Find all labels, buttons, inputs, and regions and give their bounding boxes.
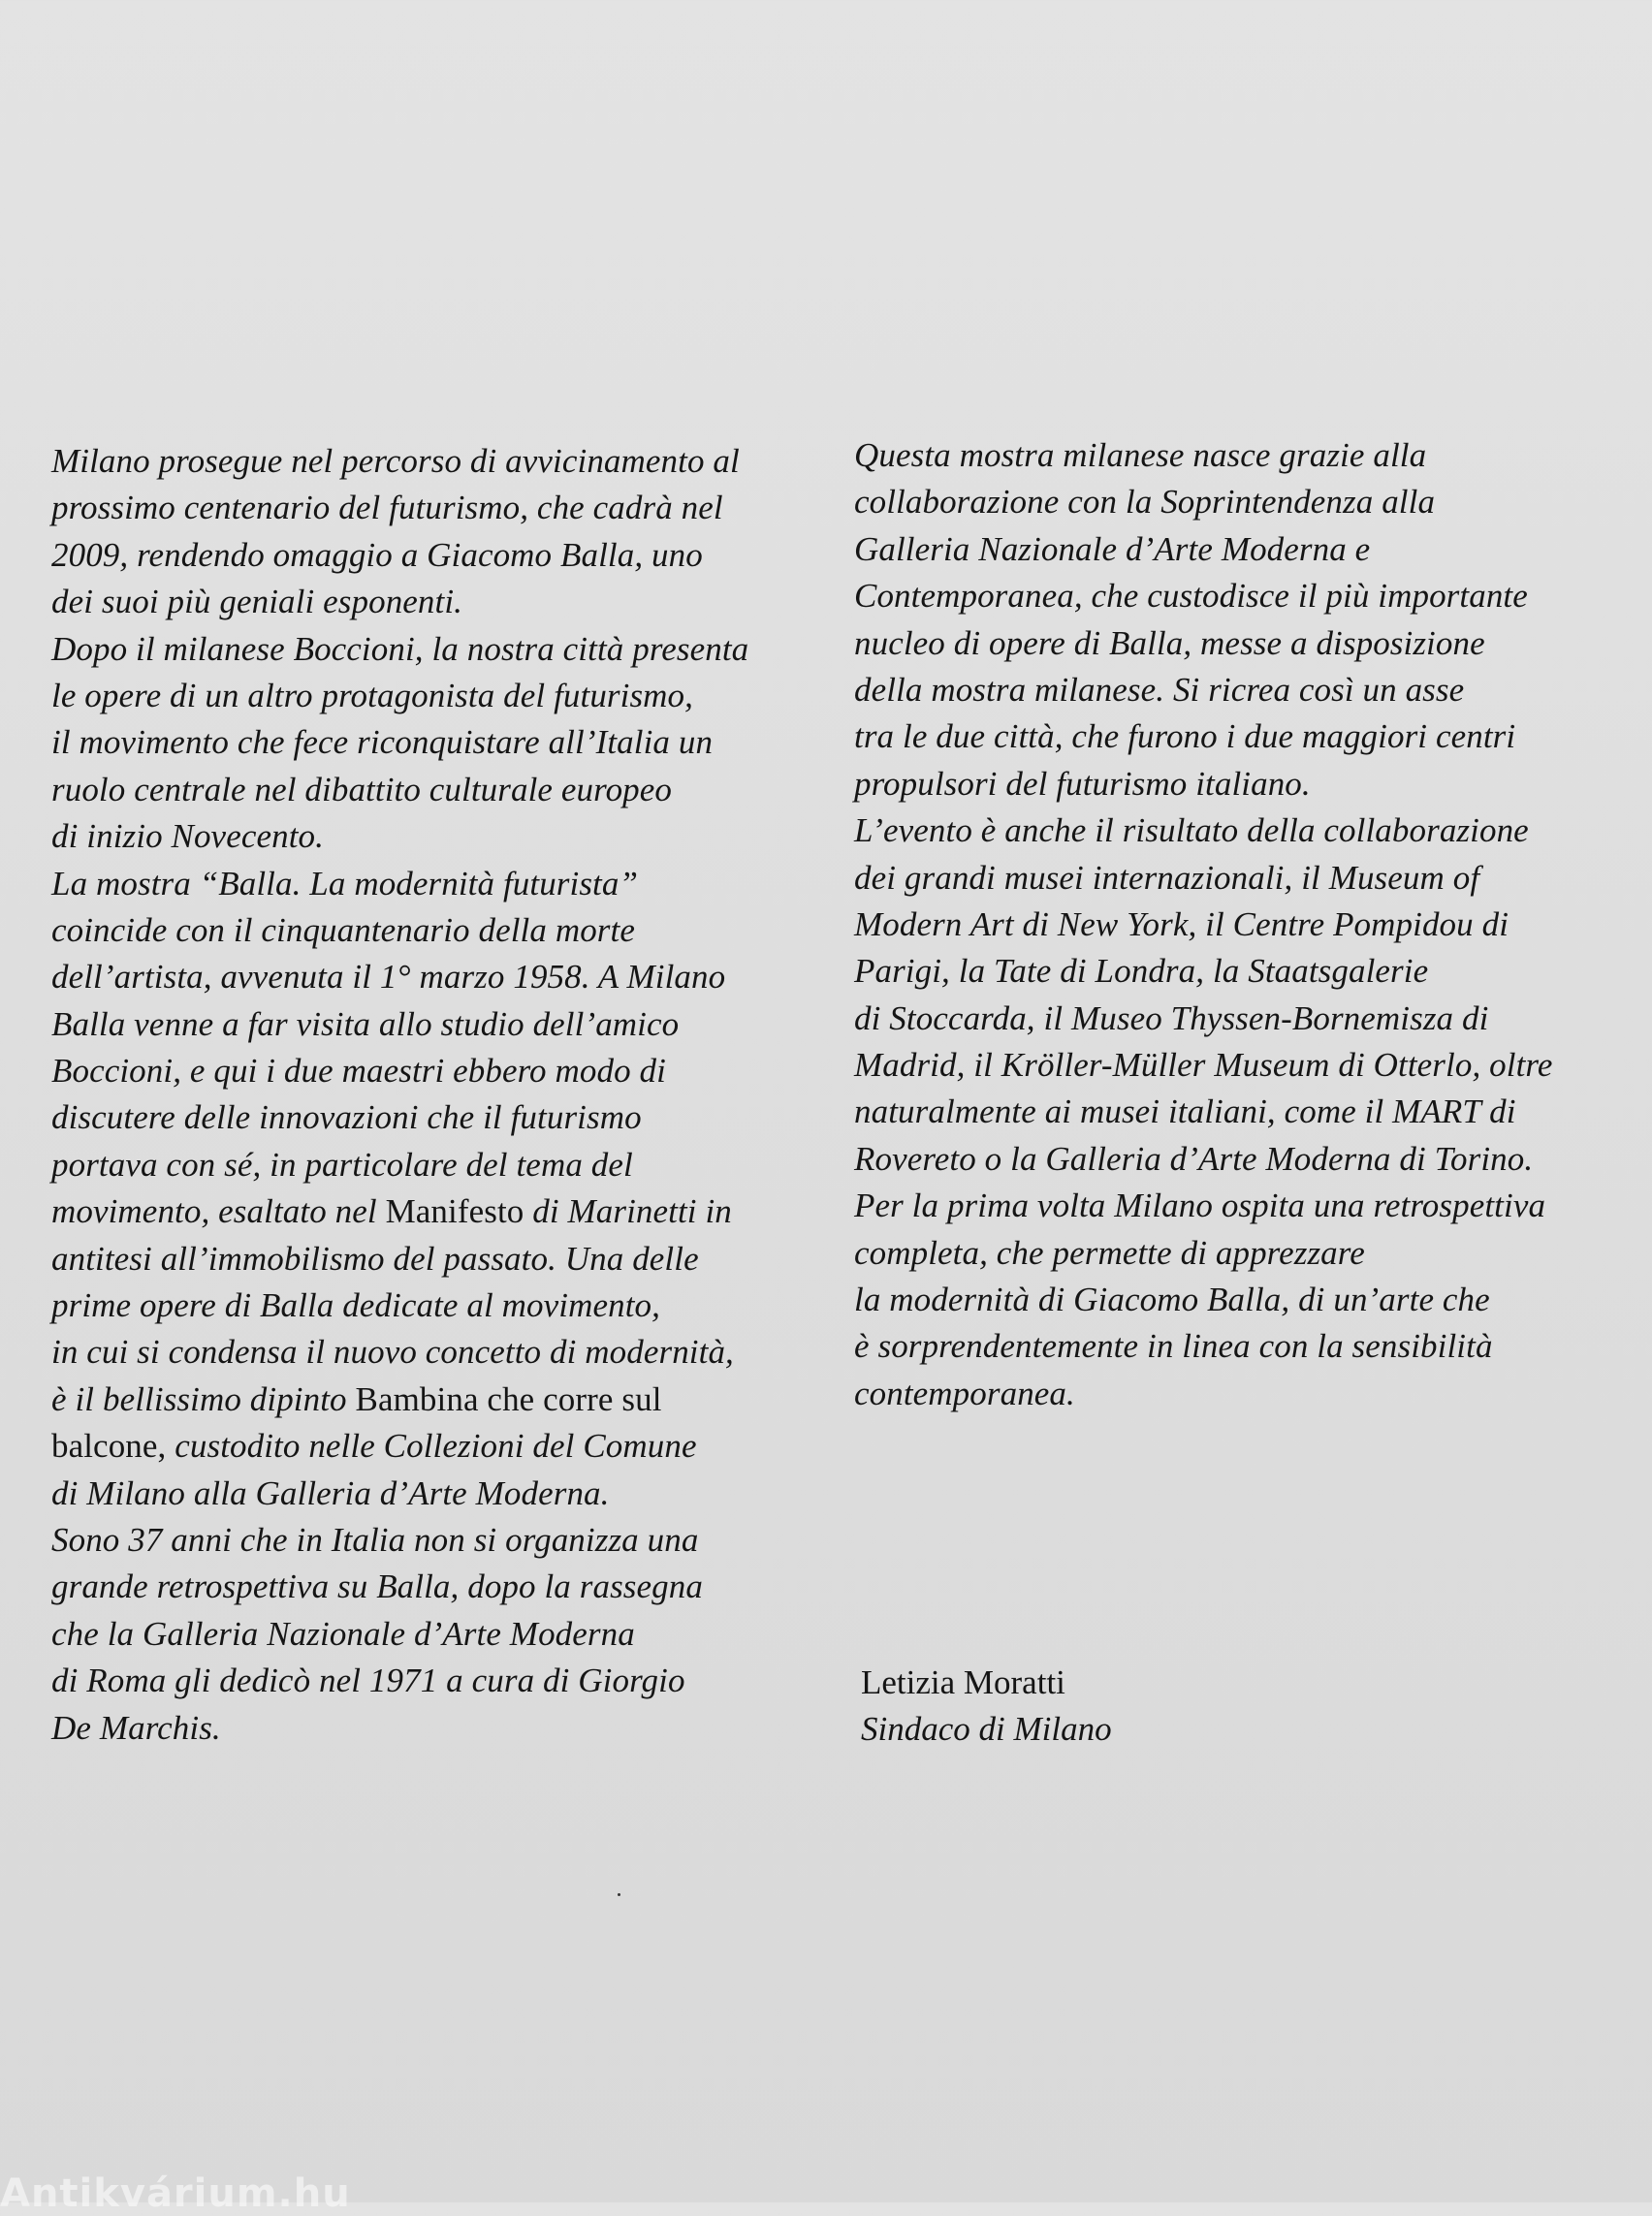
signature-block [861, 1660, 1112, 1753]
text-line [51, 1564, 808, 1610]
text-line [51, 861, 808, 907]
text-run: custodito nelle Collezioni del Comune [166, 1427, 697, 1466]
text-run: 2009, rendendo omaggio a Giacomo Balla, uno [51, 535, 703, 574]
text-line: Per la prima volta Milano ospita una retrospettiva [854, 1187, 1546, 1225]
text-run: in cui si condensa il nuovo concetto di modernità, [51, 1333, 734, 1372]
work-title-bambina-cont: balcone, [51, 1427, 167, 1466]
text-line [51, 1048, 808, 1094]
text-line: Rovereto o la Galleria d’Arte Moderna di Torino. [854, 1139, 1534, 1178]
text-run: di inizio Novecento. [51, 817, 324, 856]
watermark: Antikvárium.hu [0, 2171, 351, 2216]
text-line: Modern Art di New York, il Centre Pompidou di [854, 904, 1509, 943]
text-line [51, 907, 808, 954]
text-run: La mostra “Balla. La modernità futurista” [51, 864, 639, 902]
text-line [51, 719, 808, 766]
text-run: portava con sé, in particolare del tema del [51, 1145, 633, 1184]
text-run: è il bellissimo dipinto [51, 1379, 356, 1418]
work-title-manifesto: Manifesto [385, 1192, 524, 1231]
text-line [51, 1658, 808, 1704]
text-run: Balla venne a far visita allo studio dell’amico [51, 1004, 680, 1043]
text-line [51, 1377, 808, 1423]
left-text-column [51, 438, 808, 1752]
text-run: le opere di un altro protagonista del futurismo, [51, 676, 694, 714]
text-line [51, 767, 808, 813]
text-line [51, 1001, 808, 1048]
text-line: della mostra milanese. Si ricrea così un asse [854, 670, 1465, 709]
text-run: discutere delle innovazioni che il futurismo [51, 1098, 642, 1137]
text-run: ruolo centrale nel dibattito culturale europeo [51, 770, 672, 808]
text-line: L’evento è anche il risultato della collaborazione [854, 811, 1529, 850]
text-run: grande retrospettiva su Balla, dopo la rassegna [51, 1567, 703, 1606]
text-run: antitesi all’immobilismo del passato. Una delle [51, 1239, 699, 1278]
text-line [51, 1329, 808, 1376]
text-line: nucleo di opere di Balla, messe a disposizione [854, 623, 1485, 662]
text-run: prossimo centenario del futurismo, che cadrà nel [51, 489, 723, 527]
text-run: dell’artista, avvenuta il 1° marzo 1958. A Milano [51, 958, 726, 997]
text-line [51, 438, 808, 485]
text-line: Madrid, il Kröller-Müller Museum di Otterlo, oltre [854, 1046, 1553, 1085]
text-line [51, 813, 808, 860]
text-line: naturalmente ai musei italiani, come il MART di [854, 1092, 1516, 1131]
text-run: di Marinetti in [524, 1192, 732, 1231]
text-line: Parigi, la Tate di Londra, la Staatsgalerie [854, 952, 1429, 991]
text-line: Galleria Nazionale d’Arte Moderna e [854, 529, 1371, 568]
text-run: Sono 37 anni che in Italia non si organizza una [51, 1520, 699, 1559]
text-line [51, 1705, 808, 1752]
text-line [51, 1517, 808, 1564]
text-line: dei grandi musei internazionali, il Museum of [854, 858, 1480, 897]
signatory-name: Letizia Moratti [861, 1663, 1065, 1701]
text-run: Milano prosegue nel percorso di avvicinamento al [51, 442, 740, 480]
work-title-bambina: Bambina che corre sul [355, 1379, 662, 1418]
text-run: che la Galleria Nazionale d’Arte Moderna [51, 1614, 635, 1653]
text-line [51, 1471, 808, 1517]
text-run: il movimento che fece riconquistare all’Italia un [51, 723, 714, 762]
text-line [51, 532, 808, 579]
text-line: tra le due città, che furono i due maggiori centri [854, 717, 1516, 756]
text-run: coincide con il cinquantenario della morte [51, 910, 635, 949]
text-run: Boccioni, e qui i due maestri ebbero modo di [51, 1052, 666, 1091]
text-line [51, 954, 808, 1000]
text-line [51, 1094, 808, 1141]
text-line: propulsori del futurismo italiano. [854, 764, 1311, 803]
text-line: Questa mostra milanese nasce grazie alla [854, 436, 1427, 474]
text-run: movimento, esaltato nel [51, 1192, 386, 1231]
text-run: dei suoi più geniali esponenti. [51, 583, 463, 621]
text-line: collaborazione con la Soprintendenza alla [854, 483, 1436, 522]
page-speck [618, 1893, 620, 1896]
text-run: di Milano alla Galleria d’Arte Moderna. [51, 1473, 610, 1512]
text-line [51, 1188, 808, 1235]
text-line: Contemporanea, che custodisce il più importante [854, 577, 1528, 616]
text-line: contemporanea. [854, 1374, 1075, 1412]
text-line: completa, che permette di apprezzare [854, 1233, 1365, 1272]
text-line [51, 626, 808, 673]
text-line: è sorprendentemente in linea con la sensibilità [854, 1327, 1493, 1366]
text-line [51, 1142, 808, 1188]
text-run: Dopo il milanese Boccioni, la nostra città presenta [51, 629, 749, 668]
text-run: di Roma gli dedicò nel 1971 a cura di Giorgio [51, 1662, 685, 1700]
text-line: la modernità di Giacomo Balla, di un’arte che [854, 1281, 1490, 1319]
text-line [51, 485, 808, 531]
right-text-column [854, 432, 1610, 1417]
text-line [51, 1611, 808, 1658]
text-run: De Marchis. [51, 1708, 221, 1747]
text-line: di Stoccarda, il Museo Thyssen-Bornemisza di [854, 998, 1489, 1037]
text-line [51, 673, 808, 719]
signatory-title: Sindaco di Milano [861, 1710, 1112, 1748]
text-line [51, 1236, 808, 1282]
text-line [51, 579, 808, 625]
text-run: prime opere di Balla dedicate al movimento, [51, 1286, 660, 1325]
text-line [51, 1423, 808, 1470]
text-line [51, 1282, 808, 1329]
